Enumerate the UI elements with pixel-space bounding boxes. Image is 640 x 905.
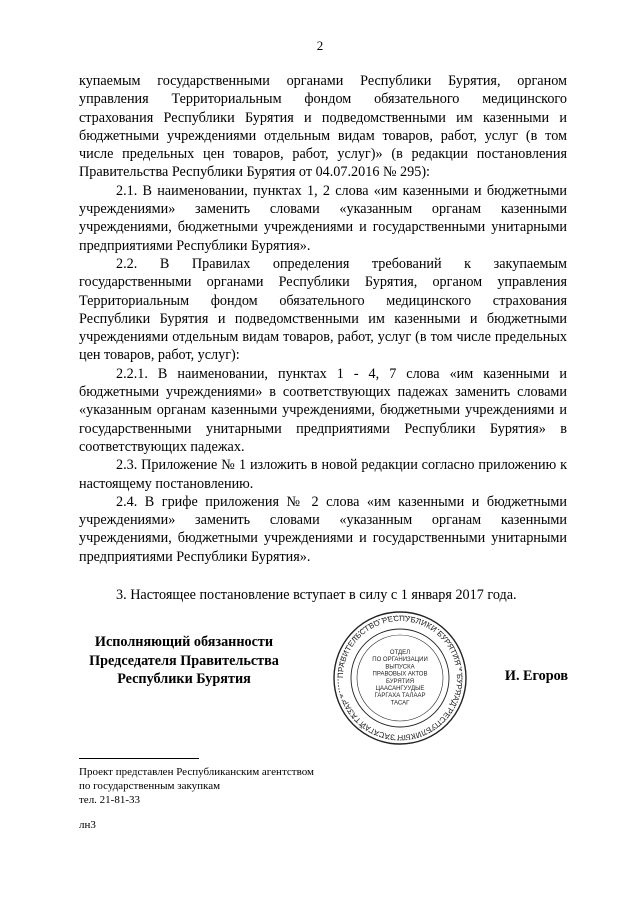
seal-inner-line: ЦААСАНГУУДЫЕ xyxy=(375,686,425,692)
signer-name: И. Егоров xyxy=(504,668,568,684)
footnote-line: Проект представлен Республиканским агентством xyxy=(79,766,314,778)
footnote xyxy=(79,765,399,807)
official-seal-stamp xyxy=(332,610,468,746)
seal-inner-line: ОТДЕЛ xyxy=(389,650,411,656)
seal-inner-line: ПРАВОВЫХ АКТОВ xyxy=(372,671,428,678)
paragraph-2-2: 2.2. В Правилах определения требований к закупаемым государственными органами Республики Бурятия, органом управления Территориальным фондом обязательного медицинского страхования Республики Бурятия и подведомственными им казенными и бюджетными учреждениями отдельным видам товаров, работ, услуг (в том числе предельных цен товаров, работ, услуг): xyxy=(79,255,567,364)
page-number: 2 xyxy=(316,38,324,53)
paragraph-2-4: 2.4. В грифе приложения № 2 слова «им казенными и бюджетными учреждениями» заменить словами «указанным органам казенными учреждениями, бюджетными учреждениями и государственными унитарными предприятиями Республики Бурятия». xyxy=(79,493,567,565)
paragraph-3: 3. Настоящее постановление вступает в силу с 1 января 2017 года. xyxy=(116,587,517,604)
signatory-title xyxy=(79,633,289,689)
footnote-line: тел. 21-81-33 xyxy=(79,794,141,806)
paragraph-2-2-1: 2.2.1. В наименовании, пунктах 1 - 4, 7 слова «им казенными и бюджетными учреждениями» в соответствующих падежах заменить словами «указанным органам казенными учреждениями, бюджетными учреждениями и государственными унитарными предприятиями Республики Бурятия» в соответствующих падежах. xyxy=(79,365,567,455)
signatory-title-line: Председателя Правительства xyxy=(89,652,279,669)
paragraph-continuation: купаемым государственными органами Республики Бурятия, органом управления Территориальным фондом обязательного медицинского страхования Республики Бурятия и подведомственными им казенными и бюджетными учреждениями отдельным видам товаров, работ, услуг (в том числе предельных цен товаров, работ, услуг)» (в редакции постановления Правительства Республики Бурятия от 04.07.2016 № 295): xyxy=(79,73,567,181)
seal-inner-line: ПО ОРГАНИЗАЦИИ xyxy=(372,657,428,664)
paragraph-2-1: 2.1. В наименовании, пунктах 1, 2 слова «им казенными и бюджетными учреждениями» заменить словами «указанным органам казенными учреждениями, бюджетными учреждениями и государственными унитарными предприятиями Республики Бурятия». xyxy=(79,182,567,254)
seal-inner-line: ВЫПУСКА xyxy=(385,664,415,671)
paragraph-2-3: 2.3. Приложение № 1 изложить в новой редакции согласно приложению к настоящему постановлению. xyxy=(79,457,567,492)
seal-inner-line: БУРЯТИЯ xyxy=(385,678,415,685)
seal-inner-line: ТАСАГ xyxy=(390,700,410,707)
document-code: лн3 xyxy=(79,819,96,831)
footnote-divider xyxy=(79,758,199,759)
seal-inner-line: ГАРГАХА ТАЛААР xyxy=(374,693,426,700)
document-body xyxy=(79,72,567,604)
signatory-title-line: Исполняющий обязанности xyxy=(94,634,274,650)
footnote-line: по государственным закупкам xyxy=(79,780,221,792)
svg-text:ПРАВИТЕЛЬСТВО РЕСПУБЛИКИ БУРЯТ: ПРАВИТЕЛЬСТВО РЕСПУБЛИКИ БУРЯТИЯ * БУРЯАД РЕСПУБЛИКЫН ЗАСАГАЙ ГАЗАР * xyxy=(335,613,465,743)
signatory-title-line: Республики Бурятия xyxy=(117,671,251,687)
